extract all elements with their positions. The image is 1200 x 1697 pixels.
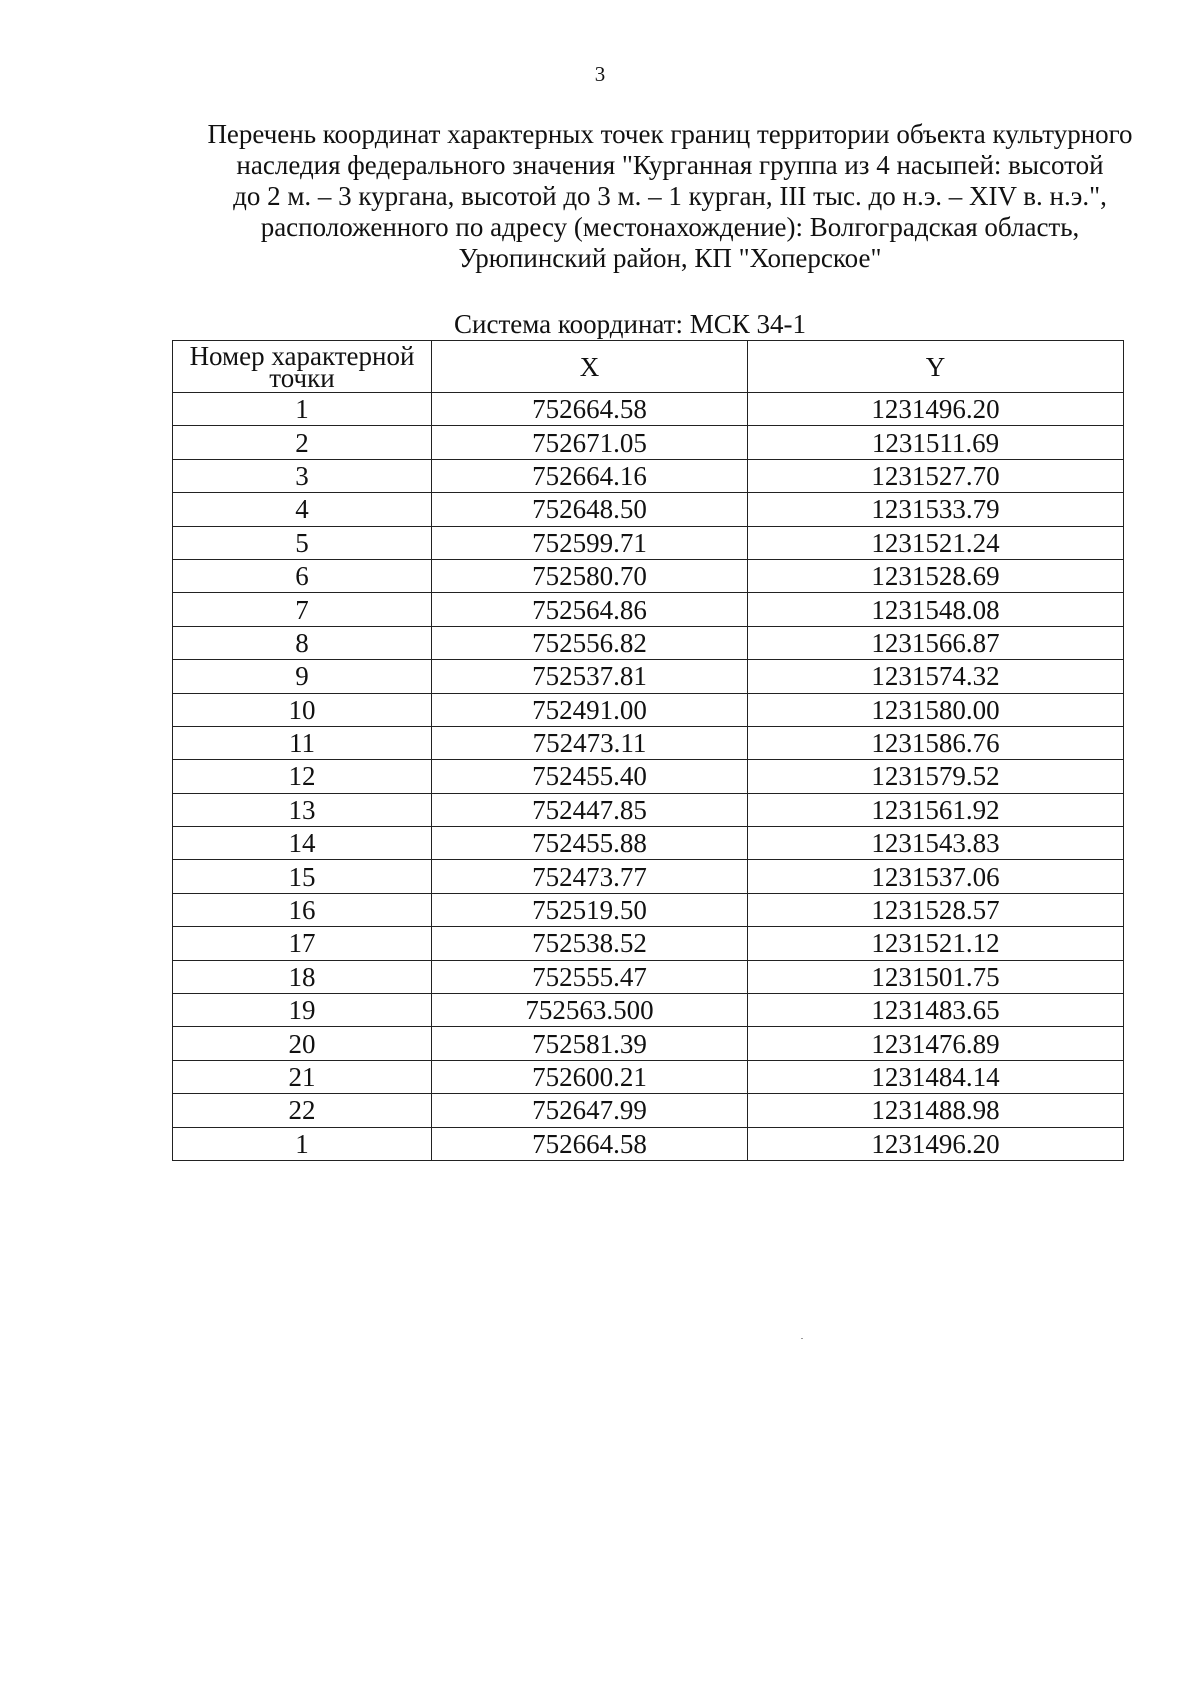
coordinates-table <box>172 340 1124 1161</box>
cell-point-number: 5 <box>173 526 432 559</box>
cell-point-number: 14 <box>173 827 432 860</box>
cell-y: 1231496.20 <box>748 1127 1124 1160</box>
cell-y: 1231533.79 <box>748 493 1124 526</box>
cell-point-number: 8 <box>173 626 432 659</box>
cell-x: 752491.00 <box>432 693 748 726</box>
table-body <box>173 393 1124 1161</box>
table-row <box>173 559 1124 592</box>
cell-x: 752455.88 <box>432 827 748 860</box>
cell-y: 1231566.87 <box>748 626 1124 659</box>
cell-point-number: 11 <box>173 726 432 759</box>
table-row <box>173 994 1124 1027</box>
cell-x: 752671.05 <box>432 426 748 459</box>
cell-y: 1231511.69 <box>748 426 1124 459</box>
title-line: наследия федерального значения "Курганная группа из 4 насыпей: высотой <box>236 150 1104 180</box>
cell-y: 1231543.83 <box>748 827 1124 860</box>
table-row <box>173 393 1124 426</box>
cell-x: 752600.21 <box>432 1060 748 1093</box>
cell-point-number: 16 <box>173 893 432 926</box>
table-row <box>173 426 1124 459</box>
cell-y: 1231537.06 <box>748 860 1124 893</box>
cell-point-number: 1 <box>173 393 432 426</box>
table-row <box>173 1060 1124 1093</box>
cell-x: 752581.39 <box>432 1027 748 1060</box>
cell-x: 752519.50 <box>432 893 748 926</box>
cell-point-number: 9 <box>173 660 432 693</box>
cell-y: 1231483.65 <box>748 994 1124 1027</box>
cell-x: 752563.500 <box>432 994 748 1027</box>
cell-x: 752564.86 <box>432 593 748 626</box>
cell-x: 752580.70 <box>432 559 748 592</box>
table-row <box>173 660 1124 693</box>
table-row <box>173 860 1124 893</box>
table-row <box>173 760 1124 793</box>
cell-point-number: 12 <box>173 760 432 793</box>
cell-point-number: 15 <box>173 860 432 893</box>
cell-y: 1231586.76 <box>748 726 1124 759</box>
header-y: Y <box>748 341 1124 393</box>
cell-y: 1231580.00 <box>748 693 1124 726</box>
cell-y: 1231548.08 <box>748 593 1124 626</box>
table-row <box>173 493 1124 526</box>
title-line: расположенного по адресу (местонахождение): Волгоградская область, <box>260 212 1080 242</box>
table-row <box>173 793 1124 826</box>
table-row <box>173 827 1124 860</box>
table-row <box>173 459 1124 492</box>
cell-point-number: 1 <box>173 1127 432 1160</box>
title-line: до 2 м. – 3 кургана, высотой до 3 м. – 1 курган, III тыс. до н.э. – XIV в. н.э.", <box>233 181 1107 211</box>
cell-x: 752599.71 <box>432 526 748 559</box>
cell-point-number: 19 <box>173 994 432 1027</box>
cell-point-number: 10 <box>173 693 432 726</box>
cell-y: 1231484.14 <box>748 1060 1124 1093</box>
table-row <box>173 593 1124 626</box>
header-x: X <box>432 341 748 393</box>
cell-y: 1231476.89 <box>748 1027 1124 1060</box>
cell-x: 752555.47 <box>432 960 748 993</box>
cell-point-number: 17 <box>173 927 432 960</box>
table-header-row <box>173 341 1124 393</box>
title-line: Перечень координат характерных точек границ территории объекта культурного <box>207 119 1133 149</box>
table-row <box>173 893 1124 926</box>
table-row <box>173 1094 1124 1127</box>
scan-speck <box>801 1338 803 1339</box>
cell-point-number: 6 <box>173 559 432 592</box>
document-title <box>120 119 1200 274</box>
cell-x: 752648.50 <box>432 493 748 526</box>
coordinate-system-caption: Система координат: МСК 34-1 <box>454 309 806 339</box>
cell-x: 752647.99 <box>432 1094 748 1127</box>
table-row <box>173 526 1124 559</box>
cell-x: 752455.40 <box>432 760 748 793</box>
table-row <box>173 1127 1124 1160</box>
cell-y: 1231501.75 <box>748 960 1124 993</box>
cell-y: 1231528.69 <box>748 559 1124 592</box>
header-point-number-label: Номер характерной точки <box>189 340 415 393</box>
cell-point-number: 2 <box>173 426 432 459</box>
cell-x: 752473.11 <box>432 726 748 759</box>
header-point-number <box>173 341 432 393</box>
cell-point-number: 21 <box>173 1060 432 1093</box>
page-number: 3 <box>594 62 606 86</box>
cell-x: 752556.82 <box>432 626 748 659</box>
cell-y: 1231496.20 <box>748 393 1124 426</box>
table-row <box>173 626 1124 659</box>
cell-x: 752537.81 <box>432 660 748 693</box>
table-row <box>173 960 1124 993</box>
cell-point-number: 13 <box>173 793 432 826</box>
table-row <box>173 1027 1124 1060</box>
cell-y: 1231574.32 <box>748 660 1124 693</box>
cell-x: 752664.58 <box>432 1127 748 1160</box>
cell-x: 752473.77 <box>432 860 748 893</box>
table-row <box>173 927 1124 960</box>
cell-y: 1231528.57 <box>748 893 1124 926</box>
cell-y: 1231521.12 <box>748 927 1124 960</box>
title-line: Урюпинский район, КП "Хоперское" <box>458 243 882 273</box>
cell-y: 1231579.52 <box>748 760 1124 793</box>
cell-x: 752447.85 <box>432 793 748 826</box>
table-row <box>173 726 1124 759</box>
cell-point-number: 20 <box>173 1027 432 1060</box>
cell-x: 752664.16 <box>432 459 748 492</box>
cell-point-number: 7 <box>173 593 432 626</box>
cell-y: 1231527.70 <box>748 459 1124 492</box>
cell-point-number: 18 <box>173 960 432 993</box>
cell-y: 1231561.92 <box>748 793 1124 826</box>
table-row <box>173 693 1124 726</box>
cell-y: 1231521.24 <box>748 526 1124 559</box>
cell-x: 752538.52 <box>432 927 748 960</box>
cell-point-number: 22 <box>173 1094 432 1127</box>
cell-point-number: 3 <box>173 459 432 492</box>
cell-x: 752664.58 <box>432 393 748 426</box>
cell-y: 1231488.98 <box>748 1094 1124 1127</box>
cell-point-number: 4 <box>173 493 432 526</box>
